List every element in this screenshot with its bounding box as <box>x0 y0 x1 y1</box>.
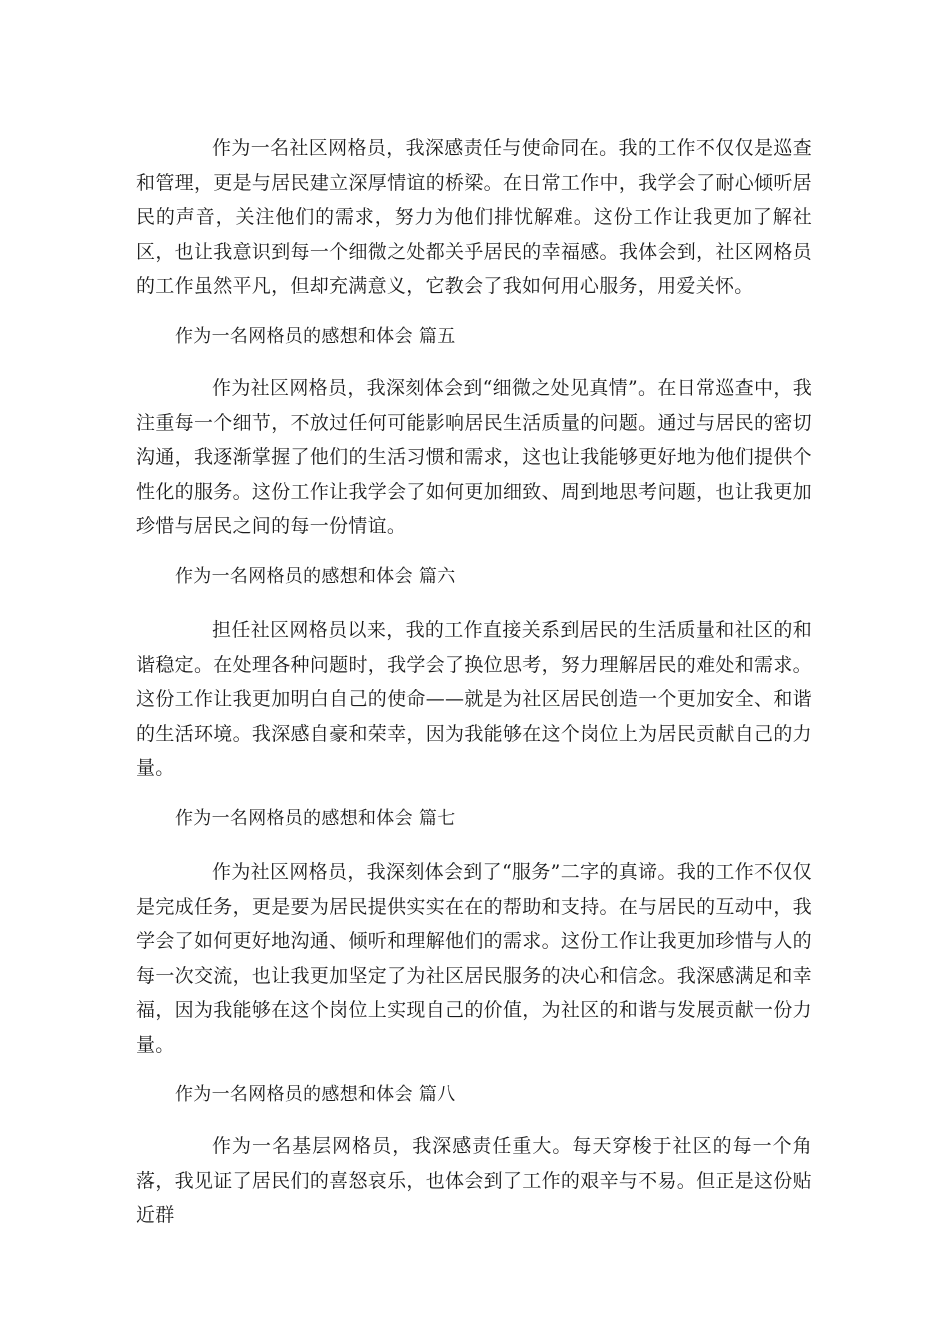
paragraph-section-7-body: 作为社区网格员，我深刻体会到了“服务”二字的真谛。我的工作不仅仅是完成任务，更是要为居民提供实实在在的帮助和支持。在与居民的互动中，我学会了如何更好地沟通、倾听和理解他们的需求。这份工作让我更加珍惜与人的每一次交流，也让我更加坚定了为社区居民服务的决心和信念。我深感满足和幸福，因为我能够在这个岗位上实现自己的价值，为社区的和谐与发展贡献一份力量。 <box>136 861 812 1056</box>
paragraph-section-5-body: 作为社区网格员，我深刻体会到“细微之处见真情”。在日常巡查中，我注重每一个细节，不放过任何可能影响居民生活质量的问题。通过与居民的密切沟通，我逐渐掌握了他们的生活习惯和需求，这也让我能够更好地为他们提供个性化的服务。这份工作让我学会了如何更加细致、周到地思考问题，也让我更加珍惜与居民之间的每一份情谊。 <box>136 377 812 537</box>
paragraph-section-6-body: 担任社区网格员以来，我的工作直接关系到居民的生活质量和社区的和谐稳定。在处理各种问题时，我学会了换位思考，努力理解居民的难处和需求。这份工作让我更加明白自己的使命——就是为社区居民创造一个更加安全、和谐的生活环境。我深感自豪和荣幸，因为我能够在这个岗位上为居民贡献自己的力量。 <box>136 619 812 779</box>
heading-section-7: 作为一名网格员的感想和体会 篇七 <box>175 808 456 829</box>
paragraph-section-8-body: 作为一名基层网格员，我深感责任重大。每天穿梭于社区的每一个角落，我见证了居民们的喜怒哀乐，也体会到了工作的艰辛与不易。但正是这份贴近群 <box>136 1135 812 1226</box>
heading-section-5: 作为一名网格员的感想和体会 篇五 <box>175 326 456 347</box>
heading-section-6: 作为一名网格员的感想和体会 篇六 <box>175 566 456 587</box>
heading-section-8: 作为一名网格员的感想和体会 篇八 <box>175 1084 456 1105</box>
paragraph-section-4-body: 作为一名社区网格员，我深感责任与使命同在。我的工作不仅仅是巡查和管理，更是与居民建立深厚情谊的桥梁。在日常工作中，我学会了耐心倾听居民的声音，关注他们的需求，努力为他们排忧解难。这份工作让我更加了解社区，也让我意识到每一个细微之处都关乎居民的幸福感。我体会到，社区网格员的工作虽然平凡，但却充满意义，它教会了我如何用心服务，用爱关怀。 <box>136 137 812 297</box>
